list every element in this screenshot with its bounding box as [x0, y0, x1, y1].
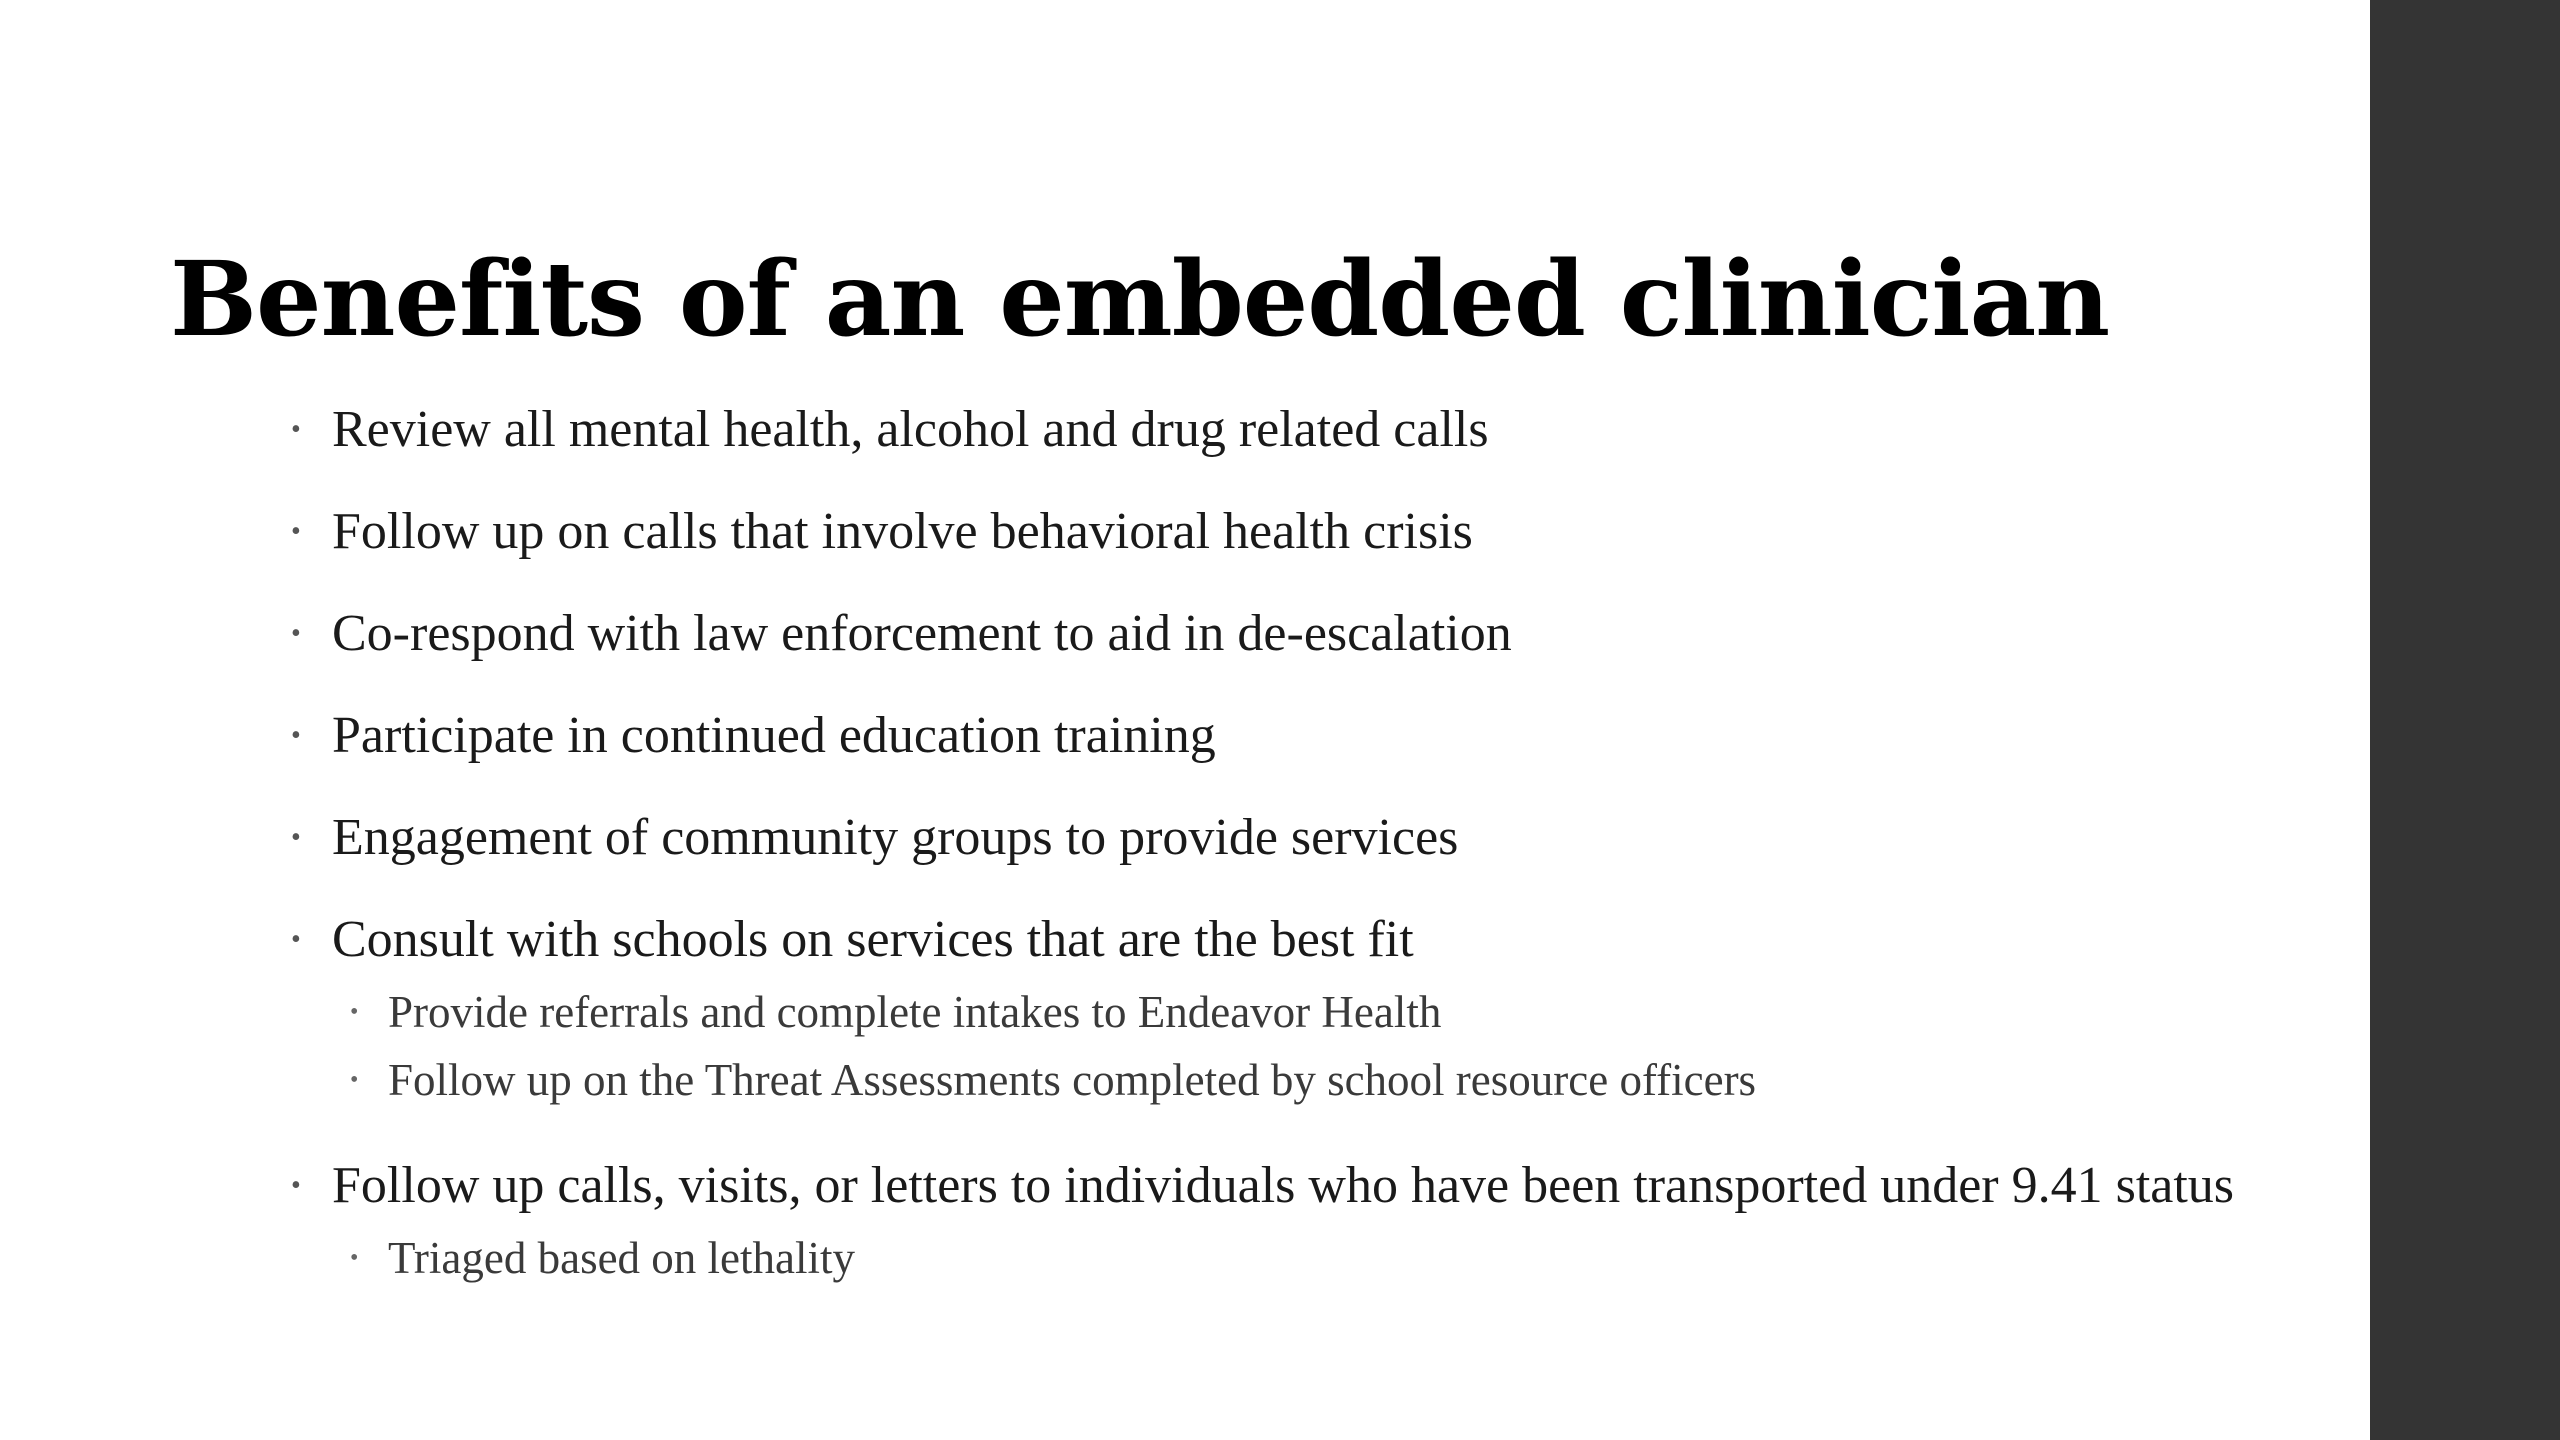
sub-bullet-text: Follow up on the Threat Assessments completed by school resource officers — [388, 1055, 1757, 1105]
sub-bullet-item — [332, 1046, 2285, 1114]
bullet-item — [285, 1156, 2285, 1292]
bullet-text: Participate in continued education training — [332, 707, 1216, 764]
bullet-item — [285, 910, 2285, 1114]
sub-bullet-item — [332, 1224, 2285, 1292]
bullet-icon: • — [291, 720, 301, 751]
sub-bullet-list — [332, 978, 2285, 1114]
slide-body — [285, 400, 2285, 1334]
bullet-text: Review all mental health, alcohol and drug related calls — [332, 401, 1489, 458]
bullet-icon: • — [291, 414, 301, 445]
bullet-item — [285, 808, 2285, 868]
bullet-text: Follow up on calls that involve behavioral health crisis — [332, 503, 1473, 560]
sub-bullet-icon: • — [350, 999, 359, 1025]
bullet-item — [285, 604, 2285, 664]
bullet-icon: • — [291, 1170, 301, 1201]
sub-bullet-icon: • — [350, 1245, 359, 1271]
bullet-text: Follow up calls, visits, or letters to individuals who have been transported under 9.41 status — [332, 1157, 2235, 1214]
sub-bullet-item — [332, 978, 2285, 1046]
bullet-list — [285, 400, 2285, 1292]
bullet-icon: • — [291, 924, 301, 955]
bullet-item — [285, 706, 2285, 766]
bullet-icon: • — [291, 618, 301, 649]
sub-bullet-text: Triaged based on lethality — [388, 1233, 856, 1283]
bullet-text: Co-respond with law enforcement to aid in de-escalation — [332, 605, 1512, 662]
bullet-text: Engagement of community groups to provide services — [332, 809, 1459, 866]
bullet-item — [285, 400, 2285, 460]
sub-bullet-text: Provide referrals and complete intakes to Endeavor Health — [388, 987, 1442, 1037]
bullet-text: Consult with schools on services that are the best fit — [332, 911, 1414, 968]
sub-bullet-list — [332, 1224, 2285, 1292]
bullet-icon: • — [291, 822, 301, 853]
side-bar — [2370, 0, 2560, 1440]
slide-title: Benefits of an embedded clinician — [170, 239, 2110, 360]
bullet-item — [285, 502, 2285, 562]
bullet-icon: • — [291, 516, 301, 547]
sub-bullet-icon: • — [350, 1067, 359, 1093]
